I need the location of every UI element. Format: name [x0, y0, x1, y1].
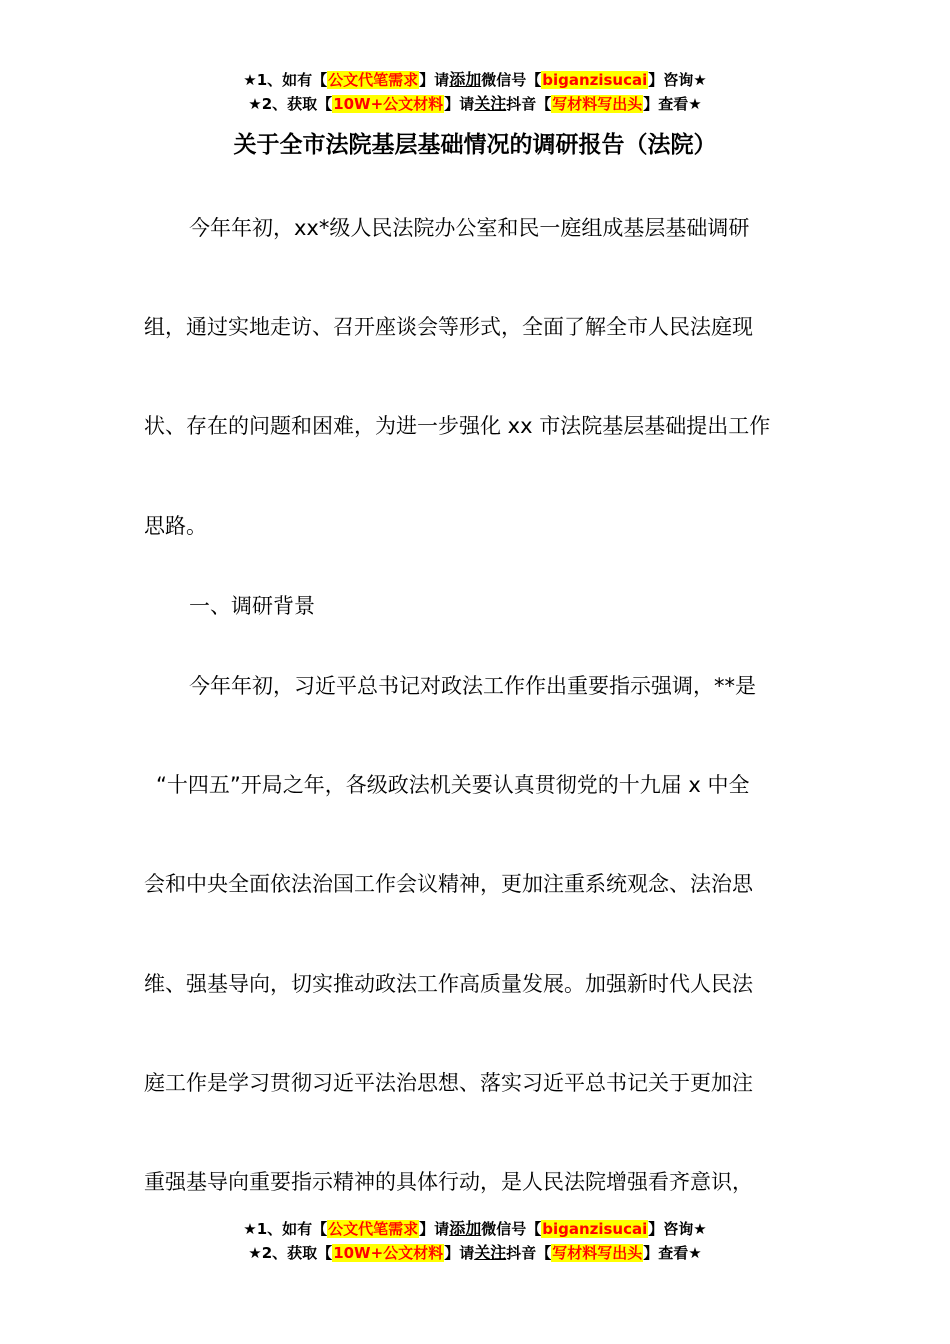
body-line: 今年年初，习近平总书记对政法工作作出重要指示强调，**是 — [189, 674, 756, 698]
promo-emphasis: 添加 — [449, 1219, 482, 1238]
promo-text: ★1、如有【 — [243, 1220, 328, 1238]
body-line: 状、存在的问题和困难，为进一步强化 xx 市法院基层基础提出工作 — [144, 414, 771, 438]
promo-text: 】请 — [444, 95, 475, 113]
promo-text: 】请 — [444, 1244, 475, 1262]
section-heading: 一、调研背景 — [189, 594, 315, 618]
body-line: 维、强基导向，切实推动政法工作高质量发展。加强新时代人民法 — [144, 972, 753, 996]
promo-highlight: biganzisucai — [542, 1220, 648, 1238]
promo-text: 】请 — [419, 1220, 450, 1238]
promo-highlight: 10W+公文材料 — [333, 95, 444, 113]
body-line: 庭工作是学习贯彻习近平法治思想、落实习近平总书记关于更加注 — [144, 1071, 753, 1095]
promo-text: 抖音【 — [506, 1244, 552, 1262]
body-line: 思路。 — [144, 514, 207, 538]
promo-text: ★2、获取【 — [248, 1244, 333, 1262]
promo-line-2 — [0, 92, 950, 116]
promo-line-1 — [0, 68, 950, 92]
promo-line-2 — [0, 1241, 950, 1265]
body-line: 重强基导向重要指示精神的具体行动，是人民法院增强看齐意识， — [144, 1170, 753, 1194]
promo-highlight: 公文代笔需求 — [328, 1220, 419, 1238]
promo-highlight: biganzisucai — [542, 71, 648, 89]
promo-emphasis: 关注 — [474, 94, 507, 113]
promo-banner-top — [0, 68, 950, 116]
body-line: 组，通过实地走访、召开座谈会等形式，全面了解全市人民法庭现 — [144, 315, 753, 339]
document-title: 关于全市法院基层基础情况的调研报告（法院） — [233, 132, 717, 158]
promo-text: 】查看★ — [643, 95, 702, 113]
promo-highlight: 公文代笔需求 — [328, 71, 419, 89]
promo-emphasis: 关注 — [474, 1243, 507, 1262]
promo-text: 】咨询★ — [648, 71, 707, 89]
promo-text: ★1、如有【 — [243, 71, 328, 89]
promo-text: 】咨询★ — [648, 1220, 707, 1238]
promo-highlight: 10W+公文材料 — [333, 1244, 444, 1262]
promo-text: 】请 — [419, 71, 450, 89]
body-line: 今年年初，xx*级人民法院办公室和民一庭组成基层基础调研 — [189, 216, 750, 240]
promo-line-1 — [0, 1217, 950, 1241]
promo-text: 】查看★ — [643, 1244, 702, 1262]
promo-banner-bottom — [0, 1217, 950, 1265]
promo-text: 微信号【 — [481, 1220, 542, 1238]
body-line: 会和中央全面依法治国工作会议精神，更加注重系统观念、法治思 — [144, 872, 753, 896]
promo-text: 微信号【 — [481, 71, 542, 89]
promo-highlight: 写材料写出头 — [552, 1244, 643, 1262]
promo-text: ★2、获取【 — [248, 95, 333, 113]
promo-highlight: 写材料写出头 — [552, 95, 643, 113]
body-line: “十四五”开局之年，各级政法机关要认真贯彻党的十九届 x 中全 — [156, 773, 750, 797]
promo-text: 抖音【 — [506, 95, 552, 113]
promo-emphasis: 添加 — [449, 70, 482, 89]
